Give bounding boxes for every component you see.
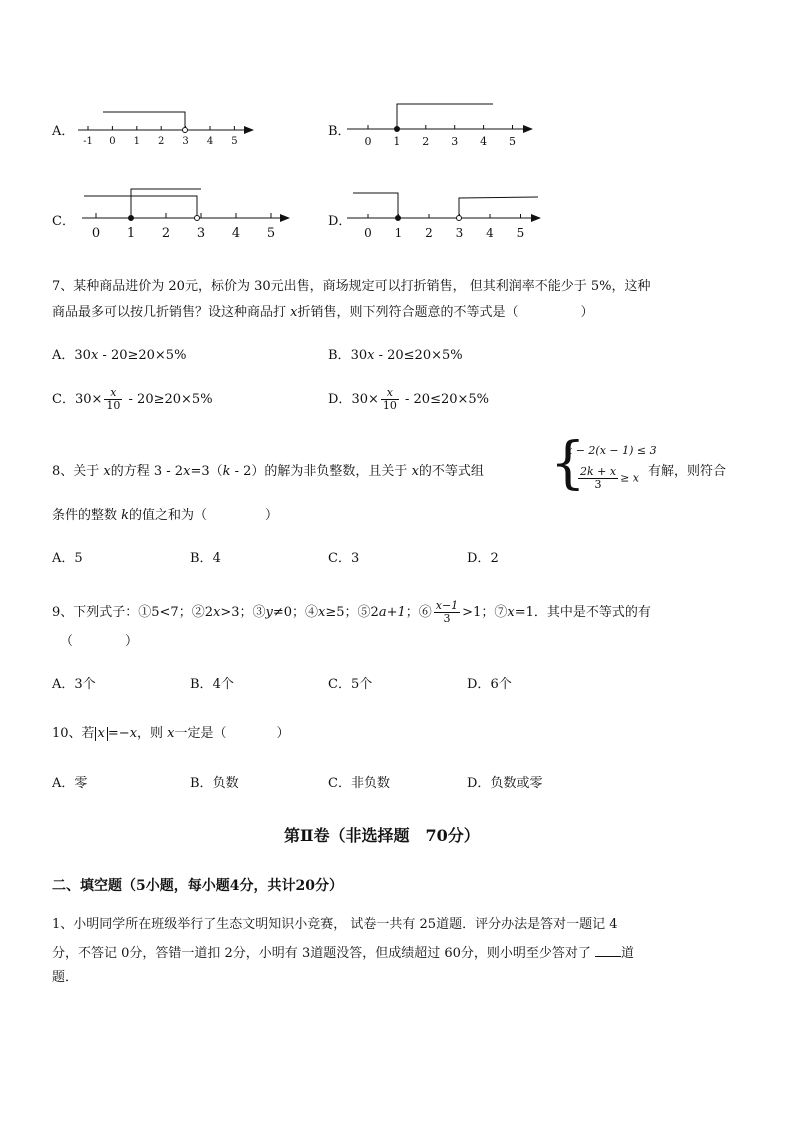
option-text: 30× [351, 392, 379, 407]
tick-label: 1 [133, 136, 140, 147]
section-subtitle: 二、填空题（5小题，每小题4分，共计20分） [52, 878, 343, 894]
option-label: D． [467, 677, 491, 692]
option-b-label: B． [328, 124, 351, 139]
tick-label: 0 [91, 226, 101, 241]
option-label: A． [52, 677, 75, 692]
tick-label: 5 [266, 226, 276, 241]
var-x: x [411, 464, 419, 479]
tick-label: 5 [509, 135, 516, 148]
var-y: y [265, 605, 273, 620]
system-row-2 [576, 466, 639, 491]
number-line-d [345, 185, 550, 245]
tick-label: 4 [486, 226, 494, 240]
option-value: 5个 [350, 677, 373, 692]
q9-text: ；⑥ [405, 605, 432, 620]
q8-option-d[interactable] [467, 551, 499, 567]
fraction [578, 466, 618, 491]
q9-text: =1．其中是不等式的有 [514, 605, 651, 620]
closed-point [395, 127, 400, 132]
var-x: x [103, 464, 111, 479]
q7-line1: 7、某种商品进价为 20元，标价为 30元出售，商场规定可以打折销售， 但其利润率不能少于 5%，这种 [52, 279, 651, 294]
q7-option-d[interactable] [328, 387, 489, 412]
q8-text: - 2）的解为非负整数，且关于 [230, 464, 412, 479]
var-x: x [507, 605, 515, 620]
option-text: 30× [74, 392, 103, 407]
option-label: C． [328, 677, 351, 692]
open-point [457, 216, 462, 221]
var-x: x [318, 605, 326, 620]
fraction-numerator: 2k + x [580, 465, 617, 478]
tick-label: 3 [182, 136, 189, 147]
q10-close-paren: ） [276, 726, 290, 741]
q9-text: >3；③ [220, 605, 266, 620]
q7-option-b[interactable] [328, 348, 463, 364]
tick-label: 2 [161, 226, 171, 241]
option-label: C． [328, 551, 351, 566]
option-text: - 20≥20×5% [124, 392, 213, 407]
option-text: 30 [350, 348, 368, 363]
q10-option-d[interactable] [467, 776, 542, 792]
q9-option-d[interactable] [467, 677, 512, 693]
relation: ≥ x [620, 471, 639, 485]
tick-label: 2 [422, 135, 430, 148]
number-line-a [72, 100, 267, 150]
open-point [195, 216, 200, 221]
q10-line [52, 726, 290, 742]
fraction-denominator: 3 [594, 478, 602, 491]
tick-label: 1 [126, 226, 136, 241]
number-line-c [70, 180, 300, 244]
q8-text: 的值之和为（ [129, 508, 208, 523]
var-x: x [167, 726, 175, 741]
fraction [381, 387, 399, 412]
var-k: k [222, 464, 231, 479]
tick-label: -1 [83, 136, 93, 147]
section-title: 第Ⅱ卷（非选择题 70分） [284, 826, 480, 845]
var-x: x [90, 348, 99, 363]
solution-ray [397, 104, 493, 129]
absolute-value: x [95, 727, 108, 741]
fill1-text: 分，不答记 0分，答错一道扣 2分，小明有 3道题没答，但成绩超过 60分，则小明至少答对了 [52, 946, 596, 961]
option-label: D． [467, 776, 491, 791]
q8-option-c[interactable] [328, 551, 359, 567]
q8-line2 [52, 508, 278, 524]
q9-text: 9、下列式子：①5<7；②2 [52, 605, 213, 620]
closed-point [396, 216, 401, 221]
q10-option-c[interactable] [328, 776, 390, 792]
number-line-b [345, 96, 540, 148]
option-label: B． [190, 776, 213, 791]
tick-label: 5 [516, 226, 525, 240]
var-x: x [129, 726, 138, 741]
solution-ray-left [353, 193, 398, 218]
var-x: x [212, 605, 221, 620]
system-brace: { [550, 431, 586, 496]
q10-text: 一定是（ [174, 726, 227, 741]
option-value: 负数或零 [490, 776, 543, 791]
axis-arrow [280, 214, 290, 222]
option-value: 3 [350, 551, 360, 566]
option-value: 负数 [212, 776, 239, 791]
option-c-label: C． [52, 214, 75, 229]
q7-close-paren: ） [580, 305, 594, 320]
q9-option-a[interactable] [52, 677, 96, 693]
q7-text: 商品最多可以按几折销售？设这种商品打 [52, 305, 291, 320]
fill1-line1: 1、小明同学所在班级举行了生态文明知识小竞赛， 试卷一共有 25道题．评分办法是答对一题记 4 [52, 917, 618, 932]
q9-close-paren: ） [125, 634, 139, 649]
q10-option-b[interactable] [190, 776, 239, 792]
q10-option-a[interactable] [52, 776, 87, 792]
fill1-line2 [52, 944, 634, 962]
tick-label: 3 [196, 226, 206, 241]
q9-text: ≠0；④ [272, 605, 319, 620]
tick-label: 1 [393, 135, 401, 148]
var-x: x [290, 305, 298, 320]
fraction-numerator: x [104, 387, 122, 400]
solution-ray [103, 112, 185, 130]
tick-label: 0 [364, 226, 372, 240]
q8-option-a[interactable] [52, 551, 83, 567]
option-text: 30 [74, 348, 91, 363]
tick-label: 1 [394, 226, 403, 240]
q9-option-b[interactable] [190, 677, 234, 693]
fill1-text: 道 [621, 946, 635, 961]
fraction-denominator: 10 [382, 399, 397, 412]
q9-line1 [52, 600, 651, 625]
open-point [183, 128, 188, 133]
expr-a-plus-1: a+1 [378, 605, 406, 620]
q7-line2 [52, 305, 594, 321]
q8-text: 8、关于 [52, 464, 104, 479]
fraction [434, 600, 460, 625]
q9-text: >1；⑦ [462, 605, 508, 620]
tick-label: 5 [231, 136, 238, 147]
tick-label: 2 [425, 226, 433, 240]
option-label: A． [52, 776, 75, 791]
option-label: D． [328, 392, 352, 407]
tick-label: 3 [451, 135, 459, 148]
q8-close-paren: ） [265, 508, 279, 523]
option-value: 零 [74, 776, 88, 791]
q8-line1 [52, 464, 484, 480]
option-label: A． [52, 348, 75, 363]
option-label: C． [328, 776, 351, 791]
q8-option-b[interactable] [190, 551, 221, 567]
axis-arrow [531, 214, 541, 222]
option-value: 非负数 [350, 776, 390, 791]
q8-line1-tail: 有解，则符合 [648, 464, 727, 479]
answer-blank[interactable] [595, 944, 621, 957]
option-text: - 20≤20×5% [400, 392, 490, 407]
q9-text: ≥5；⑤2 [325, 605, 379, 620]
axis-arrow [523, 125, 533, 133]
fraction [104, 387, 122, 412]
q8-text: 条件的整数 [52, 508, 122, 523]
option-label: B． [190, 551, 213, 566]
closed-point [129, 216, 134, 221]
tick-label: 4 [480, 135, 488, 148]
fraction-numerator: x [381, 387, 399, 400]
q8-text: =3（ [190, 464, 223, 479]
q9-line2 [60, 634, 138, 650]
q7-text: 折销售，则下列符合题意的不等式是（ [297, 305, 519, 320]
tick-label: 3 [455, 226, 464, 240]
var-x: x [183, 464, 191, 479]
option-text: - 20≤20×5% [374, 348, 463, 363]
option-label: B． [328, 348, 351, 363]
option-value: 3个 [74, 677, 96, 692]
option-value: 2 [490, 551, 499, 566]
q9-open-paren: （ [60, 634, 74, 649]
fraction-denominator: 3 [443, 612, 451, 625]
option-label: C． [52, 392, 75, 407]
option-value: 5 [74, 551, 83, 566]
fraction-denominator: 10 [106, 399, 121, 412]
option-value: 4个 [212, 677, 234, 692]
fraction-numerator: x−1 [435, 599, 459, 612]
option-label: B． [190, 677, 213, 692]
option-value: 4 [212, 551, 221, 566]
q10-text: 10、若 [52, 726, 95, 741]
tick-label: 0 [364, 135, 372, 148]
solution-ray-right [459, 197, 538, 218]
q8-text: 的不等式组 [418, 464, 484, 479]
q8-text: 的方程 3 - 2 [110, 464, 184, 479]
option-d-label: D． [328, 214, 352, 229]
tick-label: 4 [206, 136, 214, 147]
var-k: k [121, 508, 130, 523]
option-a-label: A． [52, 124, 75, 139]
q7-option-c[interactable] [52, 387, 213, 412]
var-x: x [367, 348, 375, 363]
q10-text: ，则 [137, 726, 168, 741]
option-text: - 20≥20×5% [98, 348, 187, 363]
tick-label: 4 [231, 226, 241, 241]
option-label: A． [52, 551, 75, 566]
q10-text: =− [107, 726, 130, 741]
solution-ray-left [84, 196, 197, 218]
option-value: 6个 [490, 677, 512, 692]
system-row-1: x − 2(x − 1) ≤ 3 [566, 444, 657, 457]
tick-label: 2 [158, 136, 165, 147]
fill1-line3: 题． [52, 970, 79, 985]
tick-label: 0 [109, 136, 116, 147]
q7-option-a[interactable] [52, 348, 186, 364]
option-label: D． [467, 551, 491, 566]
axis-arrow [244, 126, 254, 134]
q9-option-c[interactable] [328, 677, 372, 693]
